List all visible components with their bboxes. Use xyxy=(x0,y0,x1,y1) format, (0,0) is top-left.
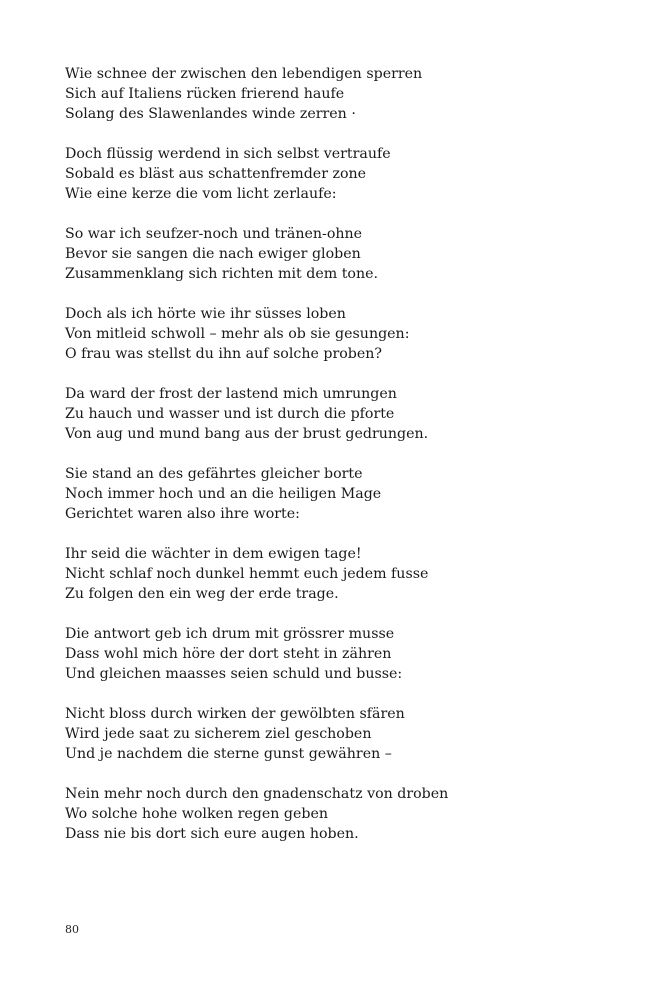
stanza xyxy=(65,384,625,444)
verse-line: Wie schnee der zwischen den lebendigen sperren xyxy=(65,66,423,82)
verse-line: Gerichtet waren also ihre worte: xyxy=(65,506,300,522)
verse-line: Da ward der frost der lastend mich umrungen xyxy=(65,386,397,402)
verse-line: Wo solche hohe wolken regen geben xyxy=(65,806,329,822)
verse-line: So war ich seufzer-noch und tränen-ohne xyxy=(65,226,363,242)
verse-line: Doch flüssig werdend in sich selbst vertraufe xyxy=(65,146,391,162)
verse-line: Wie eine kerze die vom licht zerlaufe: xyxy=(65,186,337,202)
verse-line: Dass wohl mich höre der dort steht in zähren xyxy=(65,646,392,662)
verse-line: Bevor sie sangen die nach ewiger globen xyxy=(65,246,361,262)
verse-line: Von mitleid schwoll – mehr als ob sie gesungen: xyxy=(65,326,410,342)
stanza xyxy=(65,224,625,284)
verse-line: Zusammenklang sich richten mit dem tone. xyxy=(65,266,378,282)
page-number: 80 xyxy=(65,923,79,936)
verse-line: Dass nie bis dort sich eure augen hoben. xyxy=(65,826,359,842)
stanza xyxy=(65,304,625,364)
verse-line: Nicht bloss durch wirken der gewölbten sfären xyxy=(65,706,405,722)
verse-line: Solang des Slawenlandes winde zerren · xyxy=(65,106,356,122)
verse-line: Noch immer hoch und an die heiligen Mage xyxy=(65,486,382,502)
verse-line: Ihr seid die wächter in dem ewigen tage! xyxy=(65,546,362,562)
stanza xyxy=(65,144,625,204)
verse-line: Und je nachdem die sterne gunst gewähren – xyxy=(65,746,392,762)
verse-line: Und gleichen maasses seien schuld und busse: xyxy=(65,666,403,682)
verse-line: Die antwort geb ich drum mit grössrer musse xyxy=(65,626,395,642)
verse-line: Von aug und mund bang aus der brust gedrungen. xyxy=(65,426,429,442)
verse-line: Sich auf Italiens rücken frierend haufe xyxy=(65,86,345,102)
poem-text xyxy=(65,64,625,864)
verse-line: Zu folgen den ein weg der erde trage. xyxy=(65,586,339,602)
verse-line: Zu hauch und wasser und ist durch die pforte xyxy=(65,406,395,422)
stanza xyxy=(65,624,625,684)
verse-line: Sobald es bläst aus schattenfremder zone xyxy=(65,166,367,182)
stanza xyxy=(65,784,625,844)
verse-line: Nicht schlaf noch dunkel hemmt euch jedem fusse xyxy=(65,566,429,582)
stanza xyxy=(65,64,625,124)
stanza xyxy=(65,704,625,764)
stanza xyxy=(65,464,625,524)
verse-line: Sie stand an des gefährtes gleicher borte xyxy=(65,466,363,482)
verse-line: Nein mehr noch durch den gnadenschatz von droben xyxy=(65,786,449,802)
verse-line: O frau was stellst du ihn auf solche proben? xyxy=(65,346,383,362)
verse-line: Wird jede saat zu sicherem ziel geschoben xyxy=(65,726,372,742)
verse-line: Doch als ich hörte wie ihr süsses loben xyxy=(65,306,346,322)
stanza xyxy=(65,544,625,604)
